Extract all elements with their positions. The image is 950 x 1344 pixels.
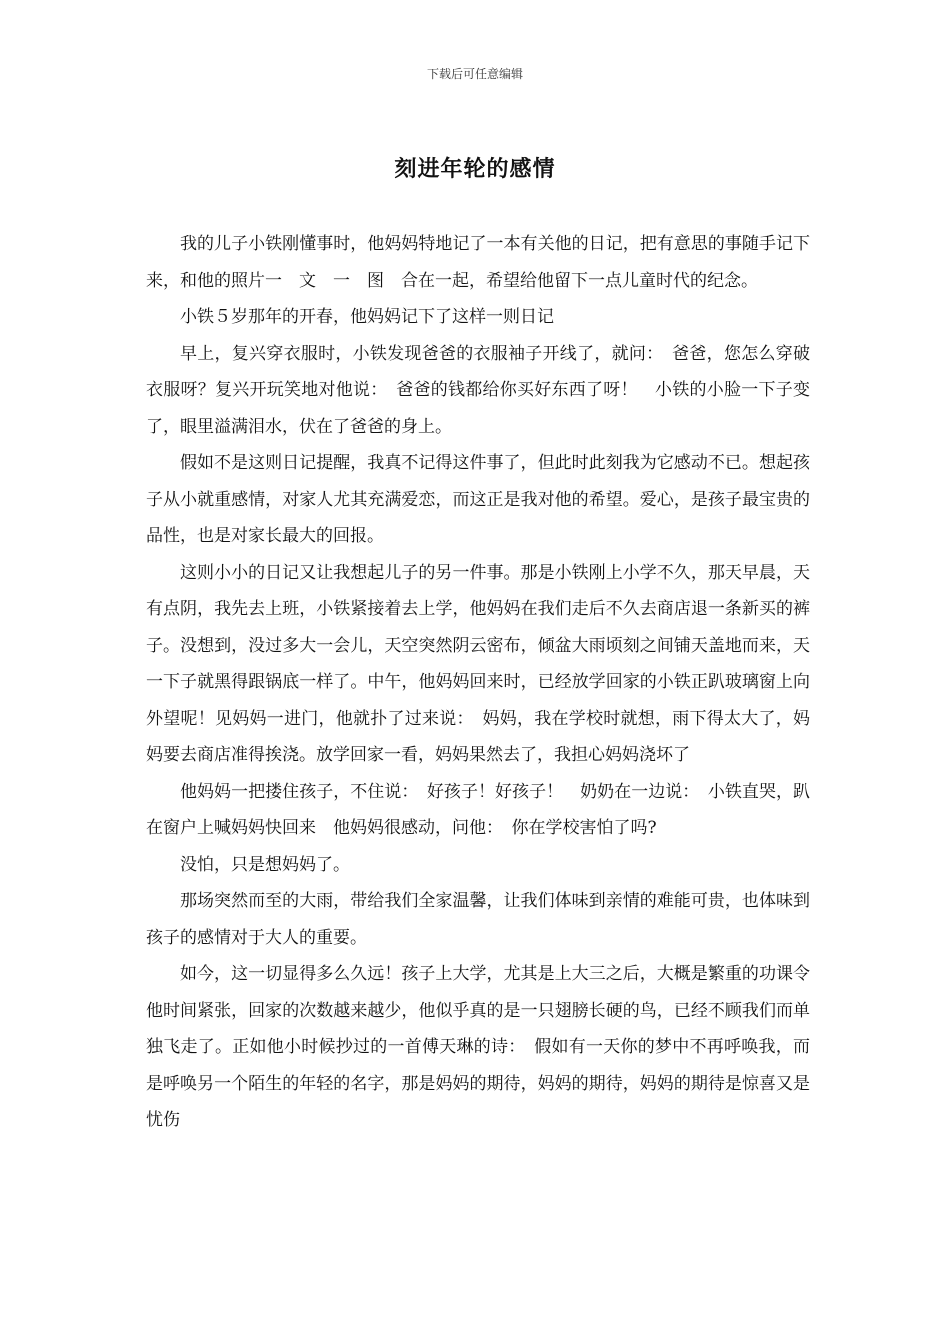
paragraph: 我的儿子小铁刚懂事时，他妈妈特地记了一本有关他的日记，把有意思的事随手记下来，和他的照片一 文 一 图 合在一起，希望给他留下一点儿童时代的纪念。 [146, 234, 810, 291]
paragraph: 他妈妈一把搂住孩子，不住说： 好孩子！好孩子！ 奶奶在一边说： 小铁直哭，趴在窗户上喊妈妈快回来 他妈妈很感动，问他： 你在学校害怕了吗? [146, 781, 810, 838]
paragraph: 这则小小的日记又让我想起儿子的另一件事。那是小铁刚上小学不久，那天早晨，天有点阴，我先去上班，小铁紧接着去上学，他妈妈在我们走后不久去商店退一条新买的裤子。没想到，没过多大一会儿，天空突然阴云密布，倾盆大雨顷刻之间铺天盖地而来，天一下子就黑得跟锅底一样了。中午，他妈妈回来时，已经放学回家的小铁正趴玻璃窗上向外望呢！见妈妈一进门，他就扑了过来说： 妈妈，我在学校时就想，雨下得太大了，妈妈要去商店准得挨浇。放学回家一看，妈妈果然去了，我担心妈妈浇坏了 [146, 562, 810, 765]
paragraph: 早上，复兴穿衣服时，小铁发现爸爸的衣服袖子开线了，就问： 爸爸，您怎么穿破衣服呀？复兴开玩笑地对他说： 爸爸的钱都给你买好东西了呀！ 小铁的小脸一下子变了，眼里溢满泪水，伏在了爸爸的身上。 [146, 343, 810, 437]
article-body [146, 226, 810, 1139]
paragraph: 假如不是这则日记提醒，我真不记得这件事了，但此时此刻我为它感动不已。想起孩子从小就重感情，对家人尤其充满爱恋，而这正是我对他的希望。爱心，是孩子最宝贵的品性，也是对家长最大的回报。 [146, 453, 810, 546]
paragraph: 那场突然而至的大雨，带给我们全家温馨，让我们体味到亲情的难能可贵，也体味到孩子的感情对于大人的重要。 [146, 891, 810, 948]
paragraph: 没怕，只是想妈妈了。 [180, 854, 350, 875]
page-header-note: 下载后可任意编辑 [426, 67, 523, 81]
article-title: 刻进年轮的感情 [394, 156, 556, 182]
paragraph: 如今，这一切显得多么久远！孩子上大学，尤其是上大三之后，大概是繁重的功课令他时间紧张，回家的次数越来越少，他似乎真的是一只翅膀长硬的鸟，已经不顾我们而单独飞走了。正如他小时候抄过的一首傅天琳的诗： 假如有一天你的梦中不再呼唤我，而是呼唤另一个陌生的年轻的名字，那是妈妈的期待，妈妈的期待，妈妈的期待是惊喜又是忧伤 [146, 964, 810, 1130]
paragraph: 小铁５岁那年的开春，他妈妈记下了这样一则日记 [180, 307, 554, 327]
